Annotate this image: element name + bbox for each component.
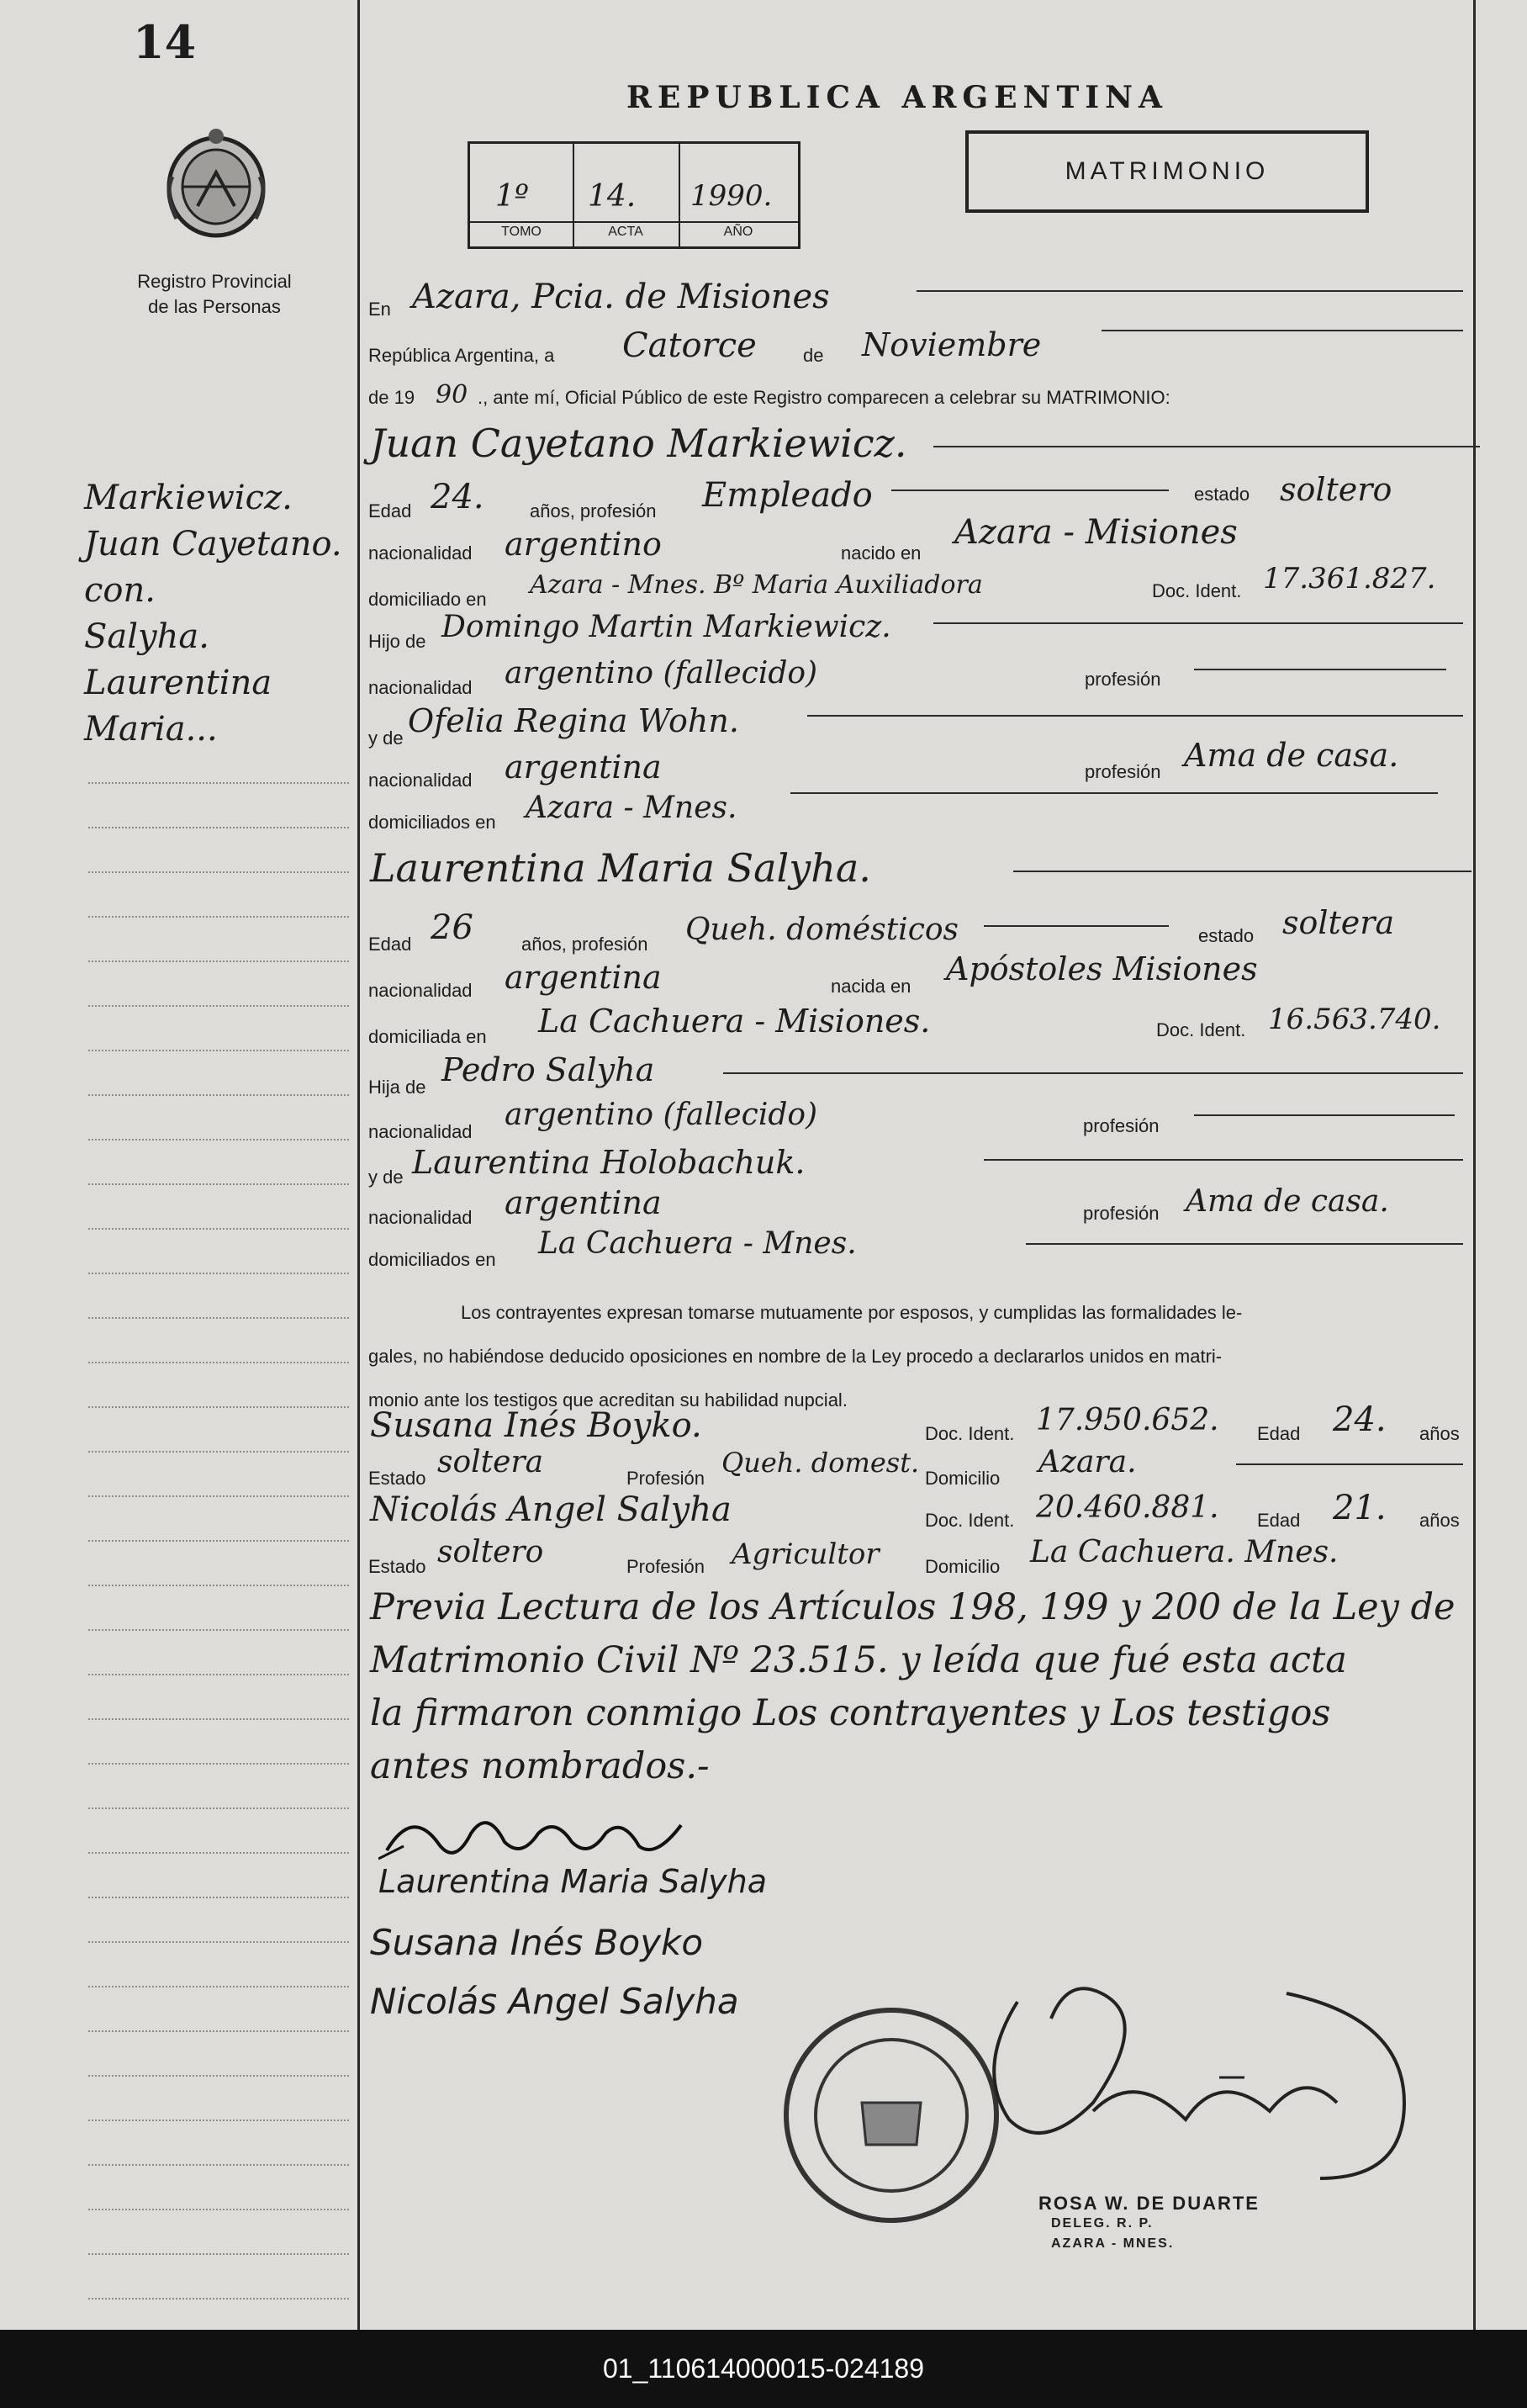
- margin-rule: [88, 2030, 349, 2032]
- margin-rule: [88, 782, 349, 784]
- margin-rule: [88, 1495, 349, 1497]
- label-doc: Doc. Ident.: [925, 1510, 1015, 1531]
- label-edad: Edad: [1257, 1423, 1301, 1444]
- witness1-signature: Susana Inés Boyko: [370, 1922, 704, 1963]
- label-profesion: profesión: [1083, 1203, 1160, 1224]
- margin-rule: [88, 2120, 349, 2121]
- groom-birthplace: Azara - Misiones: [954, 513, 1238, 552]
- margin-rule: [88, 2253, 349, 2255]
- bride-address: La Cachuera - Misiones.: [538, 1003, 931, 1040]
- label-anos-profesion: años, profesión: [530, 500, 657, 521]
- label-anos: años: [1419, 1423, 1460, 1444]
- margin-divider: [357, 0, 360, 2330]
- label-nacionalidad: nacionalidad: [368, 1207, 473, 1228]
- bride-status: soltera: [1282, 904, 1395, 941]
- label-profesion: Profesión: [626, 1468, 705, 1489]
- margin-rule: [88, 1718, 349, 1720]
- margin-rule: [88, 1406, 349, 1408]
- act-type-box: MATRIMONIO: [965, 130, 1369, 213]
- label-nacionalidad: nacionalidad: [368, 1121, 473, 1142]
- label-en: En: [368, 299, 391, 320]
- bride-age: 26: [431, 908, 473, 947]
- margin-rule: [88, 1986, 349, 1987]
- groom-doc: 17.361.827.: [1263, 562, 1436, 595]
- groom-address: Azara - Mnes. Bº Maria Auxiliadora: [530, 570, 983, 600]
- groom-nationality: argentino: [505, 526, 662, 563]
- label-nacionalidad: nacionalidad: [368, 677, 473, 698]
- republic-title: REPUBLICA ARGENTINA: [626, 80, 1168, 115]
- margin-rule: [88, 1807, 349, 1809]
- label-nacido: nacido en: [841, 542, 922, 564]
- label-estado: Estado: [368, 1556, 426, 1577]
- label-domicilio: Domicilio: [925, 1468, 1001, 1489]
- margin-rule: [88, 1540, 349, 1542]
- label-anos-profesion: años, profesión: [521, 934, 648, 955]
- label-edad: Edad: [368, 500, 412, 521]
- witness2-age: 21.: [1333, 1489, 1387, 1527]
- margin-rule: [88, 2164, 349, 2166]
- tomo-label: TOMO: [501, 225, 542, 239]
- label-edad: Edad: [368, 934, 412, 955]
- label-nacionalidad: nacionalidad: [368, 542, 473, 564]
- acta-label: ACTA: [608, 225, 643, 239]
- groom-mother-nationality: argentina: [505, 749, 662, 786]
- margin-rule: [88, 1050, 349, 1051]
- footer-image-id: 01_110614000015-024189: [0, 2330, 1527, 2408]
- label-doc: Doc. Ident.: [1152, 580, 1242, 601]
- witness1-profession: Queh. domest.: [721, 1447, 920, 1479]
- label-estado: Estado: [368, 1468, 426, 1489]
- witness2-profession: Agricultor: [732, 1537, 880, 1571]
- margin-rule: [88, 1228, 349, 1230]
- tomo-value: 1º: [495, 179, 529, 214]
- margin-rule: [88, 1005, 349, 1007]
- marriage-day: Catorce: [622, 326, 757, 365]
- ano-label: AÑO: [723, 225, 753, 239]
- bride-parents-address: La Cachuera - Mnes.: [538, 1226, 857, 1261]
- label-profesion: profesión: [1085, 669, 1161, 690]
- groom-parents-address: Azara - Mnes.: [526, 791, 737, 825]
- margin-rule: [88, 1897, 349, 1898]
- groom-mother-profession: Ama de casa.: [1184, 737, 1399, 774]
- witness2-name: Nicolás Angel Salyha: [370, 1490, 732, 1529]
- groom-father-nationality: argentino (fallecido): [505, 656, 818, 691]
- margin-rule: [88, 1362, 349, 1363]
- witness1-status: soltera: [437, 1445, 544, 1479]
- margin-rule: [88, 827, 349, 828]
- margin-note: Markiewicz. Juan Cayetano. con. Salyha. Laurentina Maria...: [84, 479, 342, 749]
- groom-status: soltero: [1280, 471, 1392, 508]
- margin-rule: [88, 1451, 349, 1453]
- margin-rule: [88, 1273, 349, 1274]
- closing-text: Previa Lectura de los Artículos 198, 199 y 200 de la Ley de Matrimonio Civil Nº 23.515. y leída que fué esta acta la firmaron conmigo Los contrayentes y Los testigos antes nombrados.-: [370, 1586, 1456, 1787]
- witness2-doc: 20.460.881.: [1036, 1490, 1219, 1525]
- groom-age: 24.: [431, 478, 484, 516]
- groom-father: Domingo Martin Markiewicz.: [441, 610, 891, 644]
- witness1-age: 24.: [1333, 1400, 1387, 1439]
- witness2-status: soltero: [437, 1535, 544, 1569]
- label-domiciliados: domiciliados en: [368, 1249, 496, 1270]
- label-nacida: nacida en: [831, 976, 911, 997]
- margin-rule: [88, 1094, 349, 1096]
- official-name-stamp: ROSA W. DE DUARTE DELEG. R. P. AZARA - MNES.: [1038, 2193, 1260, 2251]
- label-nacionalidad: nacionalidad: [368, 770, 473, 791]
- label-doc: Doc. Ident.: [925, 1423, 1015, 1444]
- label-estado: estado: [1198, 925, 1255, 946]
- label-hija: Hija de: [368, 1077, 426, 1098]
- margin-rule: [88, 1674, 349, 1675]
- margin-rule: [88, 1585, 349, 1586]
- legal-text: Los contrayentes expresan tomarse mutuamente por esposos, y cumplidas las formalidades le- gales, no habiéndose deducido oposiciones en nombre de la Ley procedo a declararlos unidos en matri- monio ante los testigos que acreditan su habilidad nupcial.: [368, 1302, 1243, 1410]
- bride-mother-nationality: argentina: [505, 1184, 662, 1221]
- groom-mother: Ofelia Regina Wohn.: [408, 702, 739, 739]
- margin-rule: [88, 1629, 349, 1631]
- bride-father-nationality: argentino (fallecido): [505, 1098, 818, 1132]
- bride-father: Pedro Salyha: [441, 1051, 655, 1088]
- label-y-de: y de: [368, 1167, 404, 1188]
- official-signature-icon: [967, 1968, 1438, 2220]
- margin-rule: [88, 2209, 349, 2210]
- registry-label: Registro Provincial de las Personas: [137, 271, 292, 317]
- label-de: de: [803, 345, 824, 366]
- margin-rule: [88, 1852, 349, 1854]
- label-estado: estado: [1194, 484, 1250, 505]
- label-republica: República Argentina, a: [368, 345, 555, 366]
- marriage-month: Noviembre: [862, 326, 1042, 363]
- label-clause: ., ante mí, Oficial Público de este Registro comparecen a celebrar su MATRIMONIO:: [478, 387, 1170, 408]
- acta-value: 14.: [588, 179, 637, 214]
- witness1-address: Azara.: [1038, 1445, 1137, 1479]
- right-border: [1473, 0, 1476, 2330]
- bride-mother-profession: Ama de casa.: [1186, 1184, 1389, 1219]
- margin-rule: [88, 1763, 349, 1765]
- label-profesion: Profesión: [626, 1556, 705, 1577]
- label-profesion: profesión: [1085, 761, 1161, 782]
- tomo-acta-box: [468, 141, 800, 249]
- witness1-name: Susana Inés Boyko.: [370, 1406, 702, 1445]
- margin-rule: [88, 2298, 349, 2300]
- margin-rule: [88, 2075, 349, 2077]
- folio-number: 14: [133, 15, 197, 69]
- witness2-address: La Cachuera. Mnes.: [1030, 1535, 1339, 1569]
- margin-rule: [88, 1183, 349, 1185]
- witness1-doc: 17.950.652.: [1036, 1403, 1219, 1437]
- margin-rule: [88, 871, 349, 873]
- marriage-year: 90: [436, 380, 468, 410]
- margin-rule: [88, 1317, 349, 1319]
- coat-of-arms-icon: [160, 126, 273, 240]
- label-y-de: y de: [368, 728, 404, 749]
- label-hijo: Hijo de: [368, 631, 426, 652]
- ano-value: 1990.: [690, 179, 773, 213]
- bride-signature: Laurentina Maria Salyha: [378, 1863, 767, 1900]
- label-nacionalidad: nacionalidad: [368, 980, 473, 1001]
- label-de19: de 19: [368, 387, 415, 408]
- groom-name: Juan Cayetano Markiewicz.: [370, 421, 907, 466]
- groom-profession: Empleado: [702, 476, 873, 515]
- margin-rule: [88, 916, 349, 918]
- bride-doc: 16.563.740.: [1268, 1003, 1441, 1036]
- label-domiciliados: domiciliados en: [368, 812, 496, 833]
- margin-rule: [88, 961, 349, 962]
- bride-nationality: argentina: [505, 959, 662, 996]
- witness2-signature: Nicolás Angel Salyha: [370, 1981, 739, 2022]
- margin-rule: [88, 1139, 349, 1140]
- marriage-place: Azara, Pcia. de Misiones: [412, 278, 830, 316]
- bride-name: Laurentina Maria Salyha.: [370, 845, 871, 891]
- bride-mother: Laurentina Holobachuk.: [412, 1144, 806, 1181]
- label-edad: Edad: [1257, 1510, 1301, 1531]
- label-domiciliada: domiciliada en: [368, 1026, 487, 1047]
- label-domicilio: Domicilio: [925, 1556, 1001, 1577]
- margin-rule: [88, 1941, 349, 1943]
- label-doc: Doc. Ident.: [1156, 1019, 1246, 1040]
- label-domiciliado: domiciliado en: [368, 589, 487, 610]
- label-profesion: profesión: [1083, 1115, 1160, 1136]
- label-anos: años: [1419, 1510, 1460, 1531]
- bride-profession: Queh. domésticos: [685, 913, 959, 947]
- bride-birthplace: Apóstoles Misiones: [946, 950, 1258, 987]
